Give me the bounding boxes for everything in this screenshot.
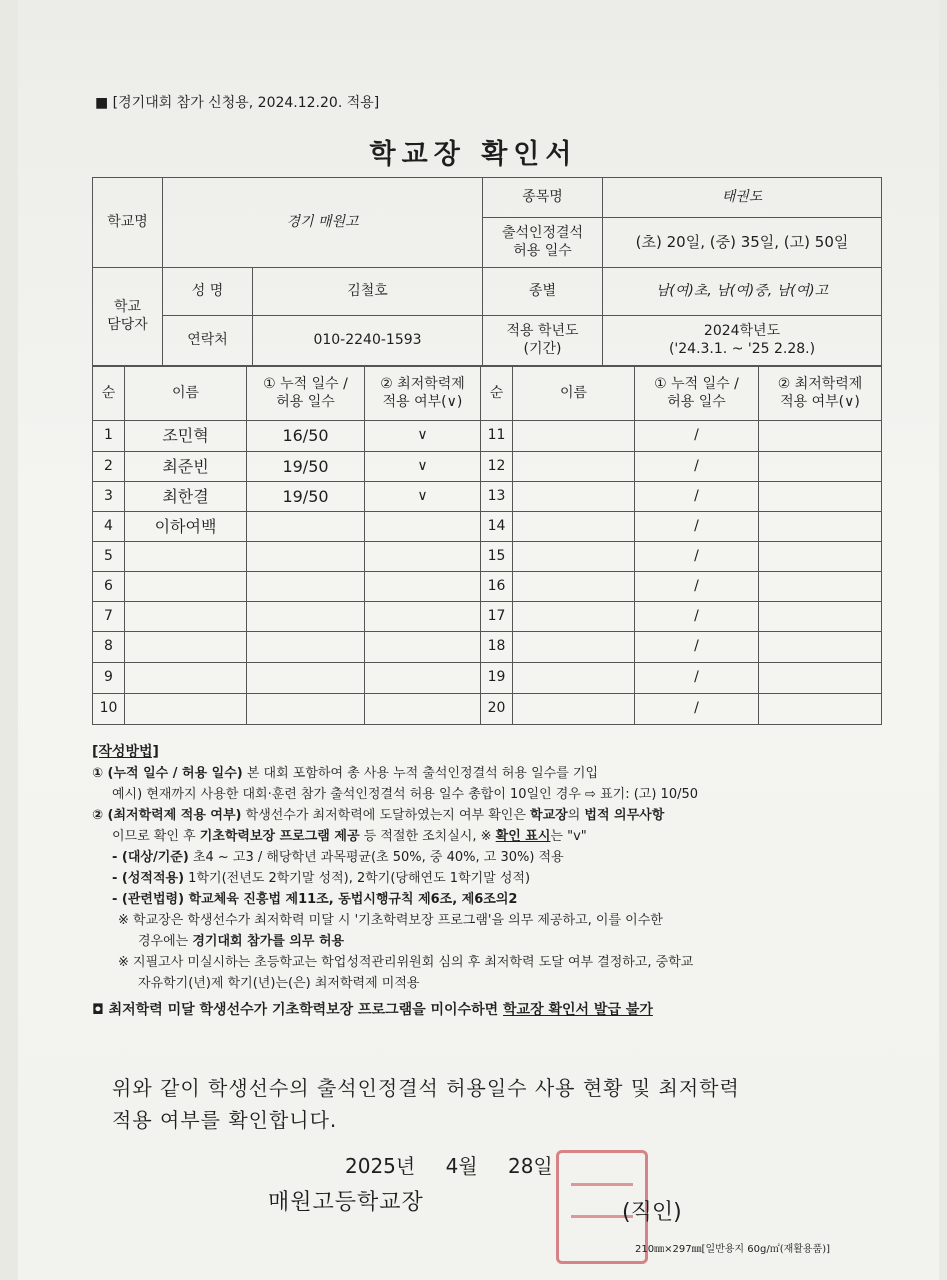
student-name-cell xyxy=(125,572,247,602)
days-cell: / xyxy=(635,632,759,663)
table-row xyxy=(93,632,882,663)
seq-cell: 20 xyxy=(481,694,513,725)
table-row xyxy=(93,602,882,632)
student-name-cell xyxy=(513,542,635,572)
seq-cell: 8 xyxy=(93,632,125,663)
seq-cell: 6 xyxy=(93,572,125,602)
student-name-cell xyxy=(513,694,635,725)
min-check-cell: ∨ xyxy=(365,482,481,512)
manager-label: 학교 담당자 xyxy=(93,268,163,366)
col-min-header: ② 최저학력제 적용 여부(∨) xyxy=(365,367,481,421)
principal-name: 매원고등학교장 xyxy=(268,1190,424,1215)
min-check-cell xyxy=(759,482,882,512)
days-cell xyxy=(247,512,365,542)
document-title: 학교장 확인서 xyxy=(369,139,578,170)
allow-days-value: (초) 20일, (중) 35일, (고) 50일 xyxy=(603,218,882,268)
guide-line: 자유학기(년)제 학기(년)는(은) 최저학력제 미적용 xyxy=(138,976,420,991)
guide-line: - (성적적용) 1학기(전년도 2학기말 성적), 2학기(당해연도 1학기말 성적) xyxy=(112,871,531,886)
min-check-cell xyxy=(759,542,882,572)
min-check-cell xyxy=(759,694,882,725)
seq-cell: 2 xyxy=(93,452,125,482)
seq-cell: 17 xyxy=(481,602,513,632)
seq-cell: 11 xyxy=(481,421,513,452)
confirmation-text: 위와 같이 학생선수의 출석인정결석 허용일수 사용 현황 및 최저학력 적용 여부를 확인합니다. xyxy=(112,1076,740,1132)
min-check-cell xyxy=(365,602,481,632)
student-name-cell: 최한결 xyxy=(125,482,247,512)
min-check-cell xyxy=(759,572,882,602)
days-cell: 19/50 xyxy=(247,482,365,512)
seq-cell: 3 xyxy=(93,482,125,512)
guide-line: 경우에는 경기대회 참가를 의무 허용 xyxy=(138,934,345,949)
student-name-cell xyxy=(125,632,247,663)
days-cell xyxy=(247,694,365,725)
writing-guide xyxy=(92,742,882,1021)
student-name-cell xyxy=(125,663,247,694)
guide-line: 이므로 확인 후 기초학력보장 프로그램 제공 등 적절한 조치실시, ※ 확인 표시는 "v" xyxy=(112,829,587,844)
seq-cell: 16 xyxy=(481,572,513,602)
seq-cell: 19 xyxy=(481,663,513,694)
guide-line: ※ 지필고사 미실시하는 초등학교는 학업성적관리위원회 심의 후 최저학력 도달 여부 결정하고, 중학교 xyxy=(118,955,694,970)
days-cell: / xyxy=(635,602,759,632)
col-seq-header: 순 xyxy=(481,367,513,421)
min-check-cell: ∨ xyxy=(365,452,481,482)
allow-days-label: 출석인정결석 허용 일수 xyxy=(483,218,603,268)
info-table xyxy=(92,177,882,366)
min-check-cell: ∨ xyxy=(365,421,481,452)
days-cell xyxy=(247,602,365,632)
days-cell: 19/50 xyxy=(247,452,365,482)
days-cell xyxy=(247,632,365,663)
seq-cell: 15 xyxy=(481,542,513,572)
issue-date xyxy=(345,1150,577,1179)
min-check-cell xyxy=(365,572,481,602)
warning-line: ◘ 최저학력 미달 학생선수가 기초학력보장 프로그램을 미이수하면 학교장 확인서 발급 불가 xyxy=(92,1002,653,1018)
student-name-cell xyxy=(513,512,635,542)
guide-line: ② (최저학력제 적용 여부) 학생선수가 최저학력에 도달하였는지 여부 확인은 학교장의 법적 의무사항 xyxy=(92,808,665,823)
days-cell xyxy=(247,542,365,572)
student-name-cell xyxy=(125,694,247,725)
gender-value: 남(여)초, 남(여)중, 남(여)고 xyxy=(603,268,882,316)
days-cell: / xyxy=(635,663,759,694)
seq-cell: 14 xyxy=(481,512,513,542)
col-name-header: 이름 xyxy=(513,367,635,421)
min-check-cell xyxy=(759,512,882,542)
guide-line: ※ 학교장은 학생선수가 최저학력 미달 시 '기초학력보장 프로그램'을 의무 제공하고, 이를 이수한 xyxy=(118,913,663,928)
min-check-cell xyxy=(365,512,481,542)
student-name-cell xyxy=(513,663,635,694)
seq-cell: 10 xyxy=(93,694,125,725)
paper-spec-footer: 210㎜×297㎜[일반용지 60g/㎡(재활용품)] xyxy=(635,1244,831,1255)
min-check-cell xyxy=(759,452,882,482)
school-name-label: 학교명 xyxy=(93,178,163,268)
seal-label: (직인) xyxy=(622,1200,682,1225)
seq-cell: 13 xyxy=(481,482,513,512)
student-name-cell xyxy=(513,602,635,632)
days-cell: / xyxy=(635,694,759,725)
year-label: 적용 학년도 (기간) xyxy=(483,316,603,366)
student-name-cell xyxy=(513,452,635,482)
col-days-header: ① 누적 일수 / 허용 일수 xyxy=(247,367,365,421)
gender-label: 종별 xyxy=(483,268,603,316)
table-row xyxy=(93,482,882,512)
date-day: 28일 xyxy=(507,1154,553,1178)
days-cell: / xyxy=(635,421,759,452)
date-month: 4월 xyxy=(445,1154,478,1178)
table-row xyxy=(93,663,882,694)
table-row xyxy=(93,421,882,452)
guide-line: - (관련법령) 학교체육 진흥법 제11조, 동법시행규칙 제6조, 제6조의2 xyxy=(112,892,518,907)
seq-cell: 7 xyxy=(93,602,125,632)
col-days-header: ① 누적 일수 / 허용 일수 xyxy=(635,367,759,421)
seq-cell: 18 xyxy=(481,632,513,663)
min-check-cell xyxy=(365,542,481,572)
days-cell xyxy=(247,663,365,694)
table-row xyxy=(93,542,882,572)
min-check-cell xyxy=(365,632,481,663)
days-cell: / xyxy=(635,542,759,572)
days-cell: / xyxy=(635,572,759,602)
date-year: 2025년 xyxy=(345,1154,416,1178)
table-row xyxy=(93,452,882,482)
student-name-cell: 이하여백 xyxy=(125,512,247,542)
min-check-cell xyxy=(759,663,882,694)
student-name-cell xyxy=(513,632,635,663)
student-name-cell xyxy=(125,542,247,572)
contact-label: 연락처 xyxy=(163,316,253,366)
days-cell: / xyxy=(635,482,759,512)
min-check-cell xyxy=(365,694,481,725)
seq-cell: 5 xyxy=(93,542,125,572)
school-name-value: 경기 매원고 xyxy=(163,178,483,268)
students-table xyxy=(92,366,882,725)
table-row xyxy=(93,572,882,602)
col-min-header: ② 최저학력제 적용 여부(∨) xyxy=(759,367,882,421)
student-name-cell xyxy=(125,602,247,632)
days-cell: / xyxy=(635,452,759,482)
seq-cell: 9 xyxy=(93,663,125,694)
seq-cell: 1 xyxy=(93,421,125,452)
guide-heading: [작성방법] xyxy=(92,744,159,760)
guide-line: - (대상/기준) 초4 ~ 고3 / 해당학년 과목평균(초 50%, 중 40%, 고 30%) 적용 xyxy=(112,850,564,865)
table-row xyxy=(93,512,882,542)
student-name-cell: 조민혁 xyxy=(125,421,247,452)
col-seq-header: 순 xyxy=(93,367,125,421)
guide-line: 예시) 현재까지 사용한 대회·훈련 참가 출석인정결석 허용 일수 총합이 10일인 경우 ⇨ 표기: (고) 10/50 xyxy=(112,787,699,802)
event-label: 종목명 xyxy=(483,178,603,218)
event-value: 태권도 xyxy=(603,178,882,218)
min-check-cell xyxy=(759,632,882,663)
contact-value: 010-2240-1593 xyxy=(253,316,483,366)
min-check-cell xyxy=(759,602,882,632)
seq-cell: 4 xyxy=(93,512,125,542)
manager-name-value: 김철호 xyxy=(253,268,483,316)
min-check-cell xyxy=(365,663,481,694)
seq-cell: 12 xyxy=(481,452,513,482)
min-check-cell xyxy=(759,421,882,452)
table-row xyxy=(93,694,882,725)
days-cell: 16/50 xyxy=(247,421,365,452)
manager-name-label: 성 명 xyxy=(163,268,253,316)
student-name-cell xyxy=(513,572,635,602)
days-cell xyxy=(247,572,365,602)
year-value: 2024학년도 ('24.3.1. ~ '25 2.28.) xyxy=(603,316,882,366)
guide-line: ① (누적 일수 / 허용 일수) 본 대회 포함하여 총 사용 누적 출석인정결석 허용 일수를 기입 xyxy=(92,766,599,781)
days-cell: / xyxy=(635,512,759,542)
col-name-header: 이름 xyxy=(125,367,247,421)
student-name-cell: 최준빈 xyxy=(125,452,247,482)
form-header-note: ■ [경기대회 참가 신청용, 2024.12.20. 적용] xyxy=(95,95,380,111)
student-name-cell xyxy=(513,421,635,452)
student-name-cell xyxy=(513,482,635,512)
